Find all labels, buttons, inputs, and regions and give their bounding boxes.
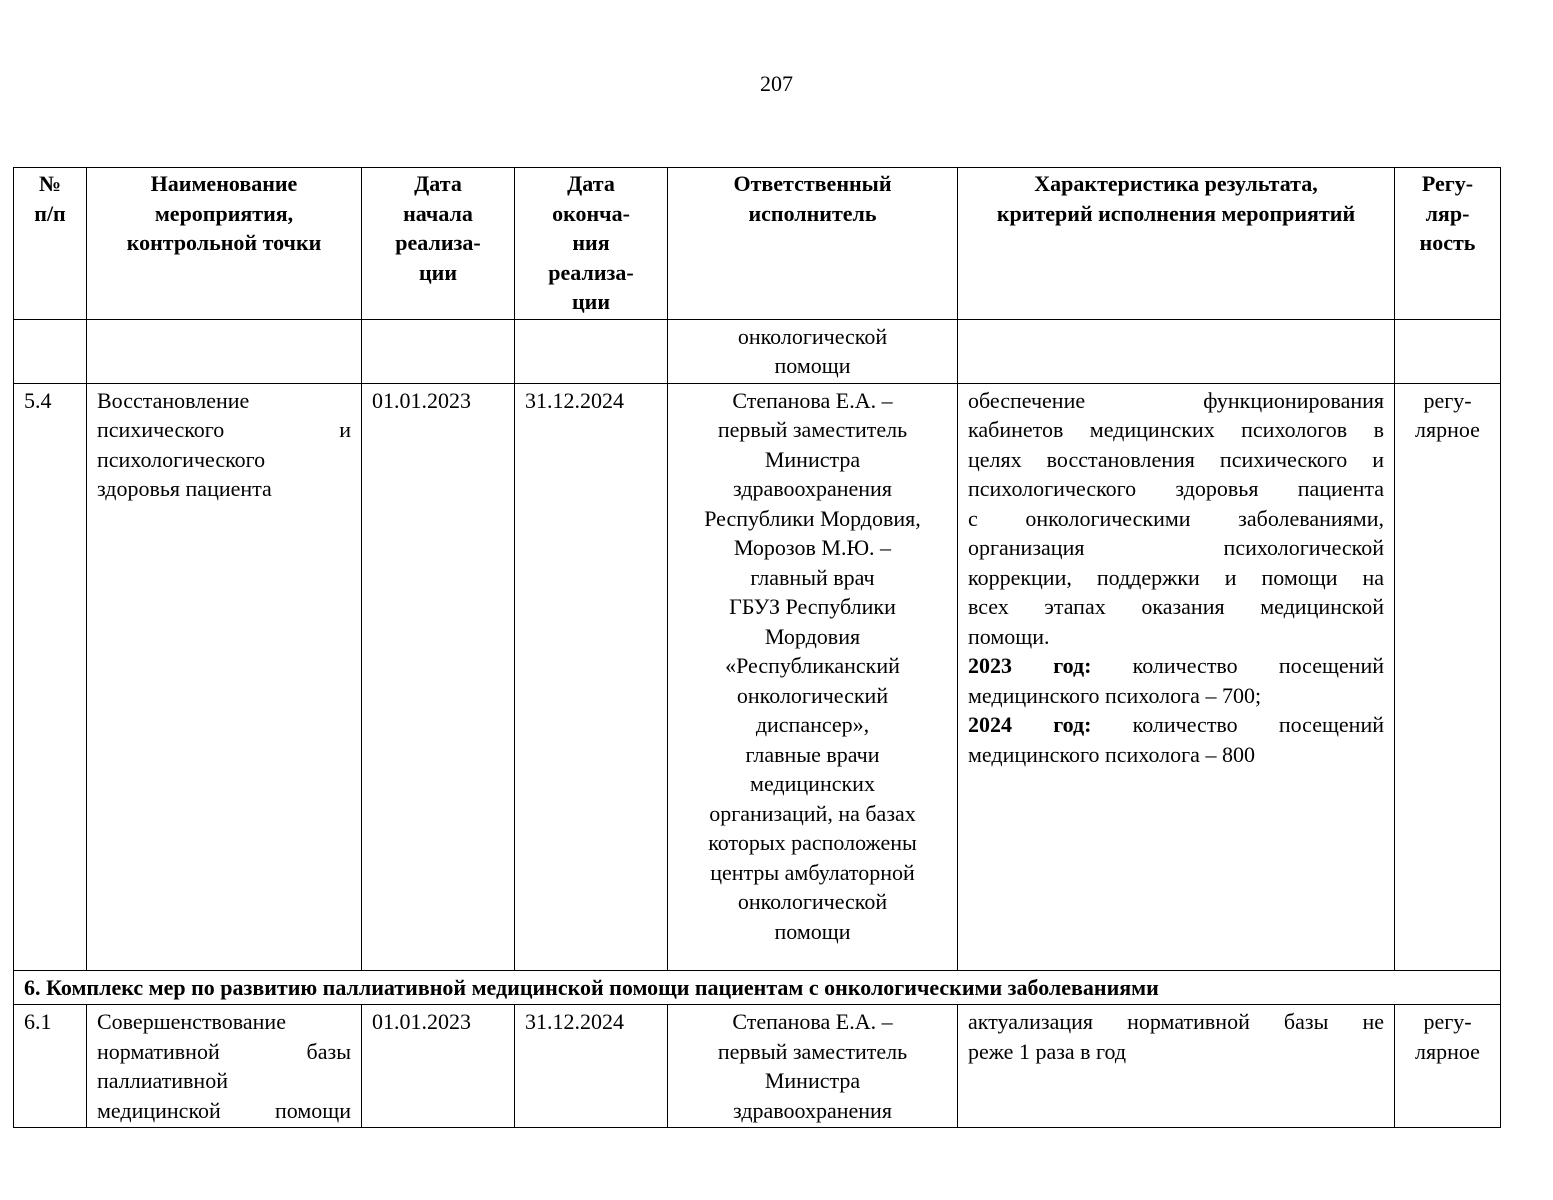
- responsible-line: диспансер»,: [755, 712, 870, 737]
- header-end-date: Дата оконча- ния реализа- ции: [515, 168, 668, 320]
- cell-num: [14, 319, 87, 383]
- responsible-line: онкологической: [737, 323, 888, 349]
- responsible-line: здравоохранения: [733, 1097, 892, 1123]
- year-2024-line: [968, 710, 1384, 740]
- responsible-line: которых расположены: [708, 830, 917, 855]
- section-title: 6. Комплекс мер по развитию паллиативной медицинской помощи пациентам с онкологическими заболеваниями: [14, 970, 1501, 1005]
- end-date: 31.12.2024: [515, 1005, 668, 1128]
- result-line: актуализация нормативной базы не: [968, 1009, 1384, 1034]
- result-line: помощи.: [968, 623, 1050, 649]
- result-line: целях восстановления психического и: [968, 446, 1384, 472]
- header-result: Характеристика результата, критерий исполнения мероприятий: [958, 168, 1395, 320]
- responsible-line: Морозов М.Ю. –: [733, 535, 892, 560]
- regularity-line: регу-: [1423, 1009, 1472, 1034]
- responsible-line: здравоохранения: [733, 476, 892, 501]
- cell-result: [958, 319, 1395, 383]
- end-date: 31.12.2024: [515, 383, 668, 970]
- measures-table: [13, 167, 1501, 1128]
- responsible-line: Степанова Е.А. –: [732, 1009, 893, 1034]
- measure-name: [87, 1005, 362, 1128]
- responsible-line: Республики Мордовия,: [704, 505, 921, 531]
- year-2024-label: 2024 год:: [968, 712, 1092, 737]
- name-line: паллиативной: [97, 1068, 228, 1093]
- regularity: [1395, 383, 1501, 970]
- responsible-line: онкологической: [737, 889, 888, 914]
- responsible-line: помощи: [774, 918, 851, 944]
- responsible-line: первый заместитель: [717, 1038, 908, 1064]
- responsible-executor: [668, 383, 958, 970]
- responsible-line: ГБУЗ Республики: [729, 594, 896, 619]
- table-row-5-4: [14, 383, 1501, 970]
- responsible-line: первый заместитель: [717, 417, 908, 442]
- cell-responsible: [668, 319, 958, 383]
- result-description: [958, 383, 1395, 970]
- year-2023-label: 2023 год:: [968, 653, 1092, 678]
- responsible-line: Министра: [764, 1068, 861, 1093]
- table-row-6-1: [14, 1005, 1501, 1128]
- responsible-line: главный врач: [750, 564, 875, 590]
- year-2023-value: медицинского психолога – 700;: [968, 682, 1262, 708]
- responsible-executor: [668, 1005, 958, 1128]
- row-number: 5.4: [14, 383, 87, 970]
- header-regularity: Регу- ляр- ность: [1395, 168, 1501, 320]
- name-line: Совершенствование: [97, 1009, 286, 1034]
- responsible-line: центры амбулаторной: [710, 859, 915, 885]
- responsible-line: главные врачи: [745, 741, 880, 767]
- section-row-6: [14, 970, 1501, 1005]
- result-line: организация психологической: [968, 535, 1384, 560]
- name-line: психологического: [97, 446, 266, 472]
- start-date: 01.01.2023: [362, 383, 515, 970]
- continuation-row: [14, 319, 1501, 383]
- start-date: 01.01.2023: [362, 1005, 515, 1128]
- header-name: Наименование мероприятия, контрольной точки: [87, 168, 362, 320]
- cell-name: [87, 319, 362, 383]
- result-line: всех этапах оказания медицинской: [968, 594, 1384, 619]
- header-responsible: Ответственный исполнитель: [668, 168, 958, 320]
- result-description: [958, 1005, 1395, 1128]
- result-line: коррекции, поддержки и помощи на: [968, 564, 1384, 590]
- header-start-date: Дата начала реализа- ции: [362, 168, 515, 320]
- header-row: [14, 168, 1501, 320]
- name-line: нормативной базы: [97, 1038, 351, 1064]
- row-number: 6.1: [14, 1005, 87, 1128]
- name-line: Восстановление: [97, 387, 250, 413]
- name-line: психического и: [97, 417, 351, 442]
- year-2024-text: количество посещений: [1132, 712, 1384, 737]
- measure-name: [87, 383, 362, 970]
- cell-start: [362, 319, 515, 383]
- responsible-line: Мордовия: [764, 623, 861, 649]
- result-line: реже 1 раза в год: [968, 1038, 1127, 1064]
- result-line: с онкологическими заболеваниями,: [968, 505, 1384, 531]
- page-number: 207: [760, 71, 793, 96]
- responsible-line: организаций, на базах: [709, 800, 916, 826]
- result-line: кабинетов медицинских психологов в: [968, 417, 1384, 442]
- cell-regularity: [1395, 319, 1501, 383]
- result-line: психологического здоровья пациента: [968, 476, 1384, 501]
- year-2023-line: [968, 651, 1384, 681]
- responsible-line: онкологический: [736, 682, 889, 708]
- year-2024-value: медицинского психолога – 800: [968, 741, 1255, 767]
- year-2023-text: количество посещений: [1132, 653, 1384, 678]
- responsible-line: Министра: [764, 446, 861, 472]
- regularity-line: лярное: [1415, 417, 1480, 442]
- result-line: обеспечение функционирования: [968, 387, 1384, 413]
- regularity: [1395, 1005, 1501, 1128]
- cell-end: [515, 319, 668, 383]
- name-line: здоровья пациента: [97, 476, 272, 501]
- regularity-line: регу-: [1423, 387, 1472, 413]
- name-line: медицинской помощи: [97, 1097, 351, 1123]
- regularity-line: лярное: [1415, 1038, 1480, 1064]
- responsible-line: помощи: [774, 353, 851, 378]
- responsible-line: Степанова Е.А. –: [732, 387, 893, 413]
- header-num: № п/п: [14, 168, 87, 320]
- responsible-line: медицинских: [750, 771, 875, 796]
- responsible-line: «Республиканский: [725, 653, 900, 678]
